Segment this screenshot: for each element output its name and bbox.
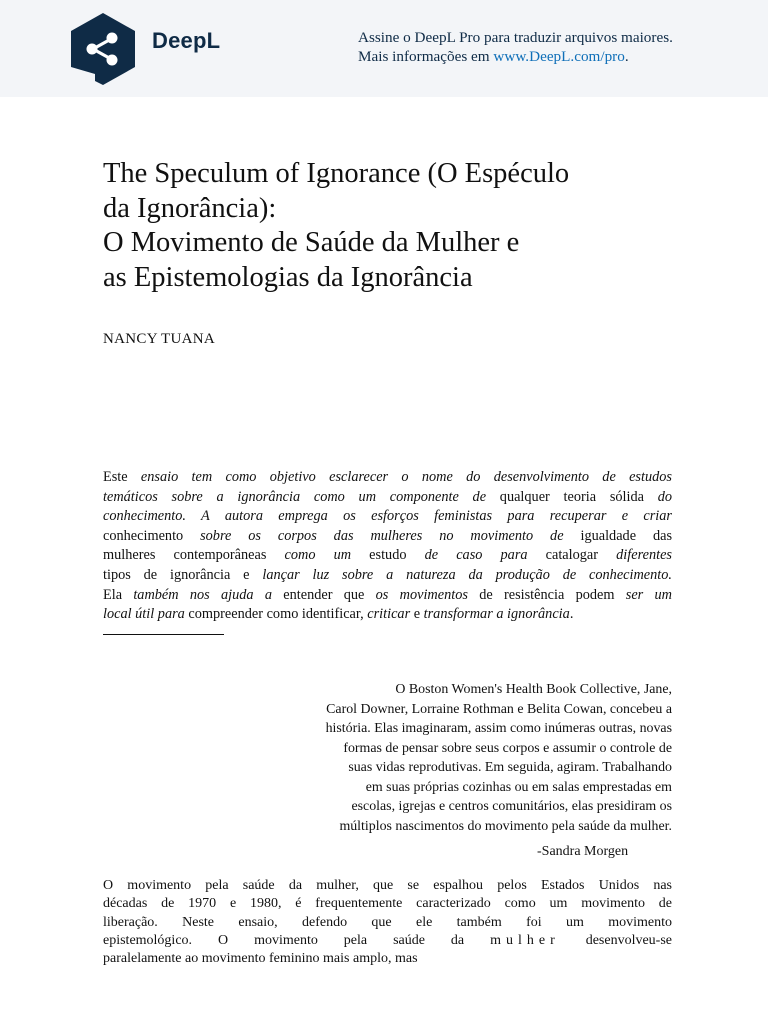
author-name: NANCY TUANA — [103, 331, 216, 347]
footnote-divider — [103, 634, 224, 635]
title-line-4: as Epistemologias da Ignorância — [103, 261, 473, 293]
epigraph-line: O Boston Women's Health Book Collective, Jane, — [395, 682, 672, 697]
epigraph-author: -Sandra Morgen — [537, 844, 629, 859]
body-line: epistemológico. O movimento pela saúde da mulher desenvolveu-se — [103, 932, 672, 948]
body-paragraph — [103, 877, 672, 968]
abstract-line: Este ensaio tem como objetivo esclarecer o nome do desenvolvimento de estudos — [103, 469, 672, 485]
epigraph-line: escolas, igrejas e centros comunitários, elas presidiram os — [351, 799, 672, 814]
abstract-line: Ela também nos ajuda a entender que os movimentos de resistência podem ser um — [103, 586, 672, 603]
epigraph-line: em suas próprias cozinhas ou em salas emprestadas em — [365, 779, 672, 795]
deepl-logo-text[interactable]: DeepL — [152, 28, 221, 53]
deepl-banner — [0, 0, 768, 97]
title-line-1: The Speculum of Ignorance (O Espéculo — [103, 158, 570, 189]
abstract — [103, 468, 672, 625]
epigraph-line: história. Elas imaginaram, assim como inúmeras outras, novas — [325, 721, 672, 736]
epigraph-line: suas vidas reprodutivas. Em seguida, agiram. Trabalhando — [348, 760, 672, 775]
abstract-line: local útil para compreender como identificar, criticar e transformar a ignorância. — [103, 606, 574, 623]
promo-suffix: . — [624, 47, 629, 65]
deepl-pro-link[interactable]: www.DeepL.com/pro — [493, 47, 625, 65]
body-line: décadas de 1970 e 1980, é frequentemente caracterizado como um movimento de — [103, 896, 672, 912]
abstract-line: tipos de ignorância e lançar luz sobre a natureza da produção de conhecimento. — [103, 566, 672, 583]
body-line: liberação. Neste ensaio, defendo que ele também foi um movimento — [103, 914, 672, 930]
epigraph-line: Carol Downer, Lorraine Rothman e Belita Cowan, concebeu a — [326, 701, 672, 717]
abstract-line: temáticos sobre a ignorância como um componente de qualquer teoria sólida do — [103, 488, 672, 505]
promo-line-2 — [358, 48, 758, 67]
body-line: paralelamente ao movimento feminino mais amplo, mas — [103, 951, 418, 967]
title-line-2: da Ignorância): — [103, 192, 277, 224]
epigraph-line: formas de pensar sobre seus corpos e assumir o controle de — [343, 740, 672, 756]
promo-line-1: Assine o DeepL Pro para traduzir arquivos maiores. — [358, 29, 673, 46]
abstract-line: mulheres contemporâneas como um estudo de caso para catalogar diferentes — [103, 547, 672, 564]
abstract-line: conhecimento sobre os corpos das mulheres no movimento de igualdade das — [103, 527, 673, 544]
document-title — [103, 157, 723, 295]
title-line-3: O Movimento de Saúde da Mulher e — [103, 227, 520, 258]
abstract-line: conhecimento. A autora emprega os esforços feministas para recuperar e criar — [103, 508, 672, 525]
epigraph-line: múltiplos nascimentos do movimento pela saúde da mulher. — [339, 818, 672, 834]
promo-prefix: Mais informações em — [358, 47, 494, 65]
epigraph — [232, 680, 672, 836]
body-line: O movimento pela saúde da mulher, que se espalhou pelos Estados Unidos nas — [103, 878, 672, 893]
deepl-logo-icon[interactable] — [66, 11, 140, 87]
promo-message — [358, 29, 758, 66]
